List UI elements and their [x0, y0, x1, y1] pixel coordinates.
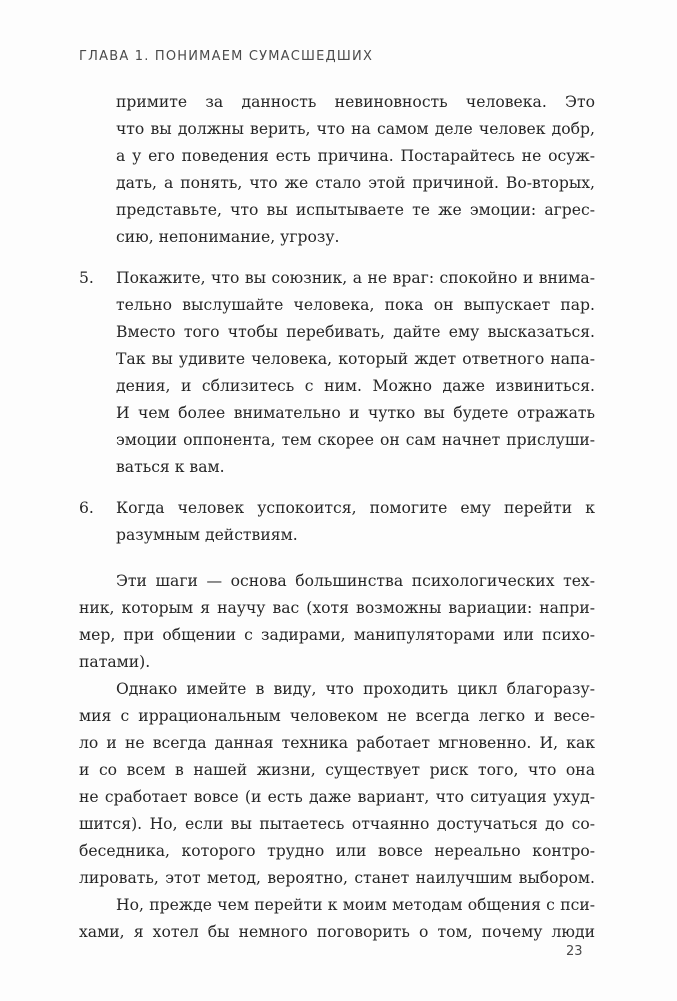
text-line: ло и не всегда данная техника работает мгновенно. И, как	[79, 734, 595, 752]
text-line: Так вы удивите человека, который ждет ответного напа-	[116, 350, 595, 368]
text-line: Покажите, что вы союзник, а не враг: спокойно и внима-	[116, 269, 595, 287]
text-line: разумным действиям.	[116, 526, 298, 544]
text-line: дать, а понять, что же стало этой причиной. Во-вторых,	[116, 174, 595, 192]
text-line: ваться к вам.	[116, 458, 225, 476]
text-line: лировать, этот метод, вероятно, станет наилучшим выбором.	[79, 869, 595, 887]
text-line: мия с иррациональным человеком не всегда легко и весе-	[79, 707, 595, 725]
text-line: Но, прежде чем перейти к моим методам общения с пси-	[116, 896, 595, 914]
text-line: дения, и сблизитесь с ним. Можно даже извиниться.	[116, 377, 595, 395]
text-line: патами).	[79, 653, 151, 671]
text-line: И чем более внимательно и чутко вы будете отражать	[116, 404, 595, 422]
list-number: 5.	[79, 269, 94, 287]
text-line: представьте, что вы испытываете те же эмоции: агрес-	[116, 201, 595, 219]
text-line: мер, при общении с задирами, манипуляторами или психо-	[79, 626, 595, 644]
text-line: Эти шаги — основа большинства психологических тех-	[116, 572, 595, 590]
list-number: 6.	[79, 499, 94, 517]
running-head: ГЛАВА 1. ПОНИМАЕМ СУМАСШЕДШИХ	[79, 49, 374, 64]
text-line: не сработает вовсе (и есть даже вариант, что ситуация ухуд-	[79, 788, 595, 806]
text-line: Вместо того чтобы перебивать, дайте ему высказаться.	[116, 323, 595, 341]
text-line: Когда человек успокоится, помогите ему перейти к	[116, 499, 595, 517]
text-line: ник, которым я научу вас (хотя возможны вариации: напри-	[79, 599, 595, 617]
text-line: хами, я хотел бы немного поговорить о том, почему люди	[79, 923, 595, 941]
text-line: шится). Но, если вы пытаетесь отчаянно достучаться до со-	[79, 815, 595, 833]
text-line: Однако имейте в виду, что проходить цикл благоразу-	[116, 680, 595, 698]
text-line: примите за данность невиновность человека. Это	[116, 93, 595, 111]
text-line: сию, непонимание, угрозу.	[116, 228, 340, 246]
text-line: а у его поведения есть причина. Постарайтесь не осуж-	[116, 147, 595, 165]
text-line: эмоции оппонента, тем скорее он сам начнет прислуши-	[116, 431, 595, 449]
text-line: беседника, которого трудно или вовсе нереально контро-	[79, 842, 595, 860]
page-number: 23	[566, 944, 583, 959]
text-line: тельно выслушайте человека, пока он выпускает пар.	[116, 296, 595, 314]
text-line: и со всем в нашей жизни, существует риск того, что она	[79, 761, 595, 779]
text-line: что вы должны верить, что на самом деле человек добр,	[116, 120, 595, 138]
